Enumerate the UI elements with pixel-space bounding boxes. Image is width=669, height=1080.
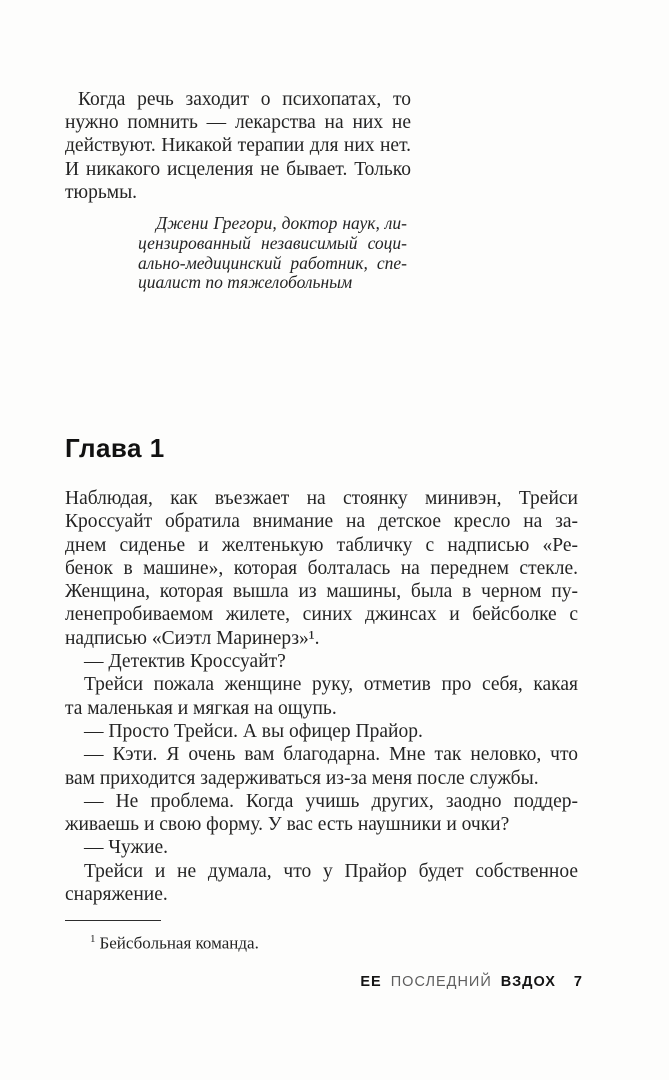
body-text-line: днем сиденье и желтенькую табличку с надписью «Ре- xyxy=(65,534,578,556)
epigraph-line: действуют. Никакой терапии для них нет. xyxy=(65,135,411,157)
body-text-line: Наблюдая, как въезжает на стоянку минивэн, Трейси xyxy=(65,488,578,509)
footer-title-word2: ПОСЛЕДНИЙ xyxy=(390,974,492,990)
body-text-line: Трейси пожала женщине руку, отметив про себя, какая xyxy=(84,674,578,696)
epigraph-line: тюрьмы. xyxy=(65,181,138,203)
attribution-line: ально-медицинский работник, спе- xyxy=(138,252,407,273)
attribution-line: цензированный независимый соци- xyxy=(138,232,407,253)
epigraph-text xyxy=(65,88,411,204)
body-text-line: вам приходится задерживаться из-за меня после службы. xyxy=(65,767,539,789)
epigraph-attribution xyxy=(138,214,407,293)
page-number: 7 xyxy=(573,974,583,990)
epigraph-line: Когда речь заходит о психопатах, то xyxy=(78,89,411,110)
footnote-marker: 1 xyxy=(90,933,96,945)
epigraph-line: И никакого исцеления не бывает. Только xyxy=(65,158,411,180)
body-text-line: Женщина, которая вышла из машины, была в черном пу- xyxy=(65,581,578,603)
epigraph-line: нужно помнить — лекарства на них не xyxy=(65,112,411,134)
footer-title-word3: ВЗДОХ xyxy=(500,974,556,990)
chapter-heading: Глава 1 xyxy=(65,433,165,463)
attribution-line: циалист по тяжелобольным xyxy=(138,272,353,293)
body-text-line: — Детектив Кроссуайт? xyxy=(84,651,286,673)
body-text-line: — Не проблема. Когда учишь других, заодно поддер- xyxy=(84,790,578,812)
body-text-line: надписью «Сиэтл Маринерз»¹. xyxy=(65,627,320,649)
body-text-line: Трейси и не думала, что у Прайор будет собственное xyxy=(84,860,578,882)
epigraph xyxy=(65,88,411,293)
body-text-line: — Просто Трейси. А вы офицер Прайор. xyxy=(84,720,423,742)
running-footer xyxy=(360,974,583,990)
body-text-line: ленепробиваемом жилете, синих джинсах и бейсболке с xyxy=(65,604,578,626)
footnote-text: Бейсбольная команда. xyxy=(99,933,259,953)
footnote-separator xyxy=(65,920,161,921)
footer-title-word1: ЕЕ xyxy=(360,974,382,990)
body-text-line: живаешь и свою форму. У вас есть наушники и очки? xyxy=(65,814,510,836)
body-text-line: бенок в машине», которая болталась на переднем стекле. xyxy=(65,557,578,579)
body-text-line: — Чужие. xyxy=(84,837,168,859)
footnote xyxy=(65,929,578,954)
body-text-line: Кроссуайт обратила внимание на детское кресло на за- xyxy=(65,511,578,533)
body-text-line: та маленькая и мягкая на ощупь. xyxy=(65,697,337,719)
attribution-line: Джени Грегори, доктор наук, ли- xyxy=(156,213,407,234)
body-text xyxy=(65,487,578,906)
body-text-line: снаряжение. xyxy=(65,884,168,906)
body-text-line: — Кэти. Я очень вам благодарна. Мне так неловко, что xyxy=(84,744,578,766)
